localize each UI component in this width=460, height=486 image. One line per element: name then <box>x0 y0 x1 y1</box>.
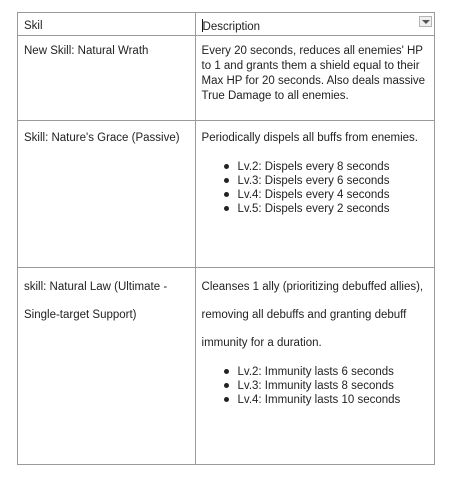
list-item: Lv.4: Immunity lasts 10 seconds <box>238 393 428 407</box>
table-row <box>18 121 435 268</box>
skill-name-line: Single-target Support) <box>24 309 137 321</box>
level-list <box>202 160 428 216</box>
skill-description-line: removing all debuffs and granting debuff <box>201 309 407 321</box>
skill-description: Periodically dispels all buffs from enemies. <box>201 132 418 144</box>
level-list <box>202 365 428 407</box>
table-header-row <box>18 13 435 36</box>
header-skill-cell[interactable] <box>18 13 196 36</box>
description-cell[interactable] <box>195 121 434 268</box>
chevron-down-icon[interactable] <box>419 16 432 27</box>
skill-description: Every 20 seconds, reduces all enemies' HP to 1 and grants them a shield equal to their Max HP for 20 seconds. Also deals massive True Damage to all enemies. <box>201 45 426 102</box>
list-item: Lv.4: Dispels every 4 seconds <box>238 188 428 202</box>
skill-name-line: skill: Natural Law (Ultimate - <box>24 281 168 293</box>
skill-cell[interactable] <box>18 268 196 465</box>
list-item: Lv.3: Immunity lasts 8 seconds <box>238 379 428 393</box>
list-item: Lv.5: Dispels every 2 seconds <box>238 202 428 216</box>
skill-description-line: Cleanses 1 ally (prioritizing debuffed allies), <box>201 281 424 293</box>
header-skill-label: Skil <box>24 20 43 32</box>
header-description-label: Description <box>202 21 261 33</box>
description-cell[interactable] <box>195 36 434 121</box>
list-item: Lv.3: Dispels every 6 seconds <box>238 174 428 188</box>
table-row <box>18 36 435 121</box>
skill-table <box>17 12 435 465</box>
header-description-cell[interactable] <box>195 13 434 36</box>
list-item: Lv.2: Immunity lasts 6 seconds <box>238 365 428 379</box>
table-row <box>18 268 435 465</box>
list-item: Lv.2: Dispels every 8 seconds <box>238 160 428 174</box>
skill-name: Skill: Nature's Grace (Passive) <box>24 132 180 144</box>
skill-cell[interactable] <box>18 121 196 268</box>
skill-cell[interactable] <box>18 36 196 121</box>
skill-description-line: immunity for a duration. <box>201 337 322 349</box>
description-cell[interactable] <box>195 268 434 465</box>
skill-name: New Skill: Natural Wrath <box>24 45 149 57</box>
